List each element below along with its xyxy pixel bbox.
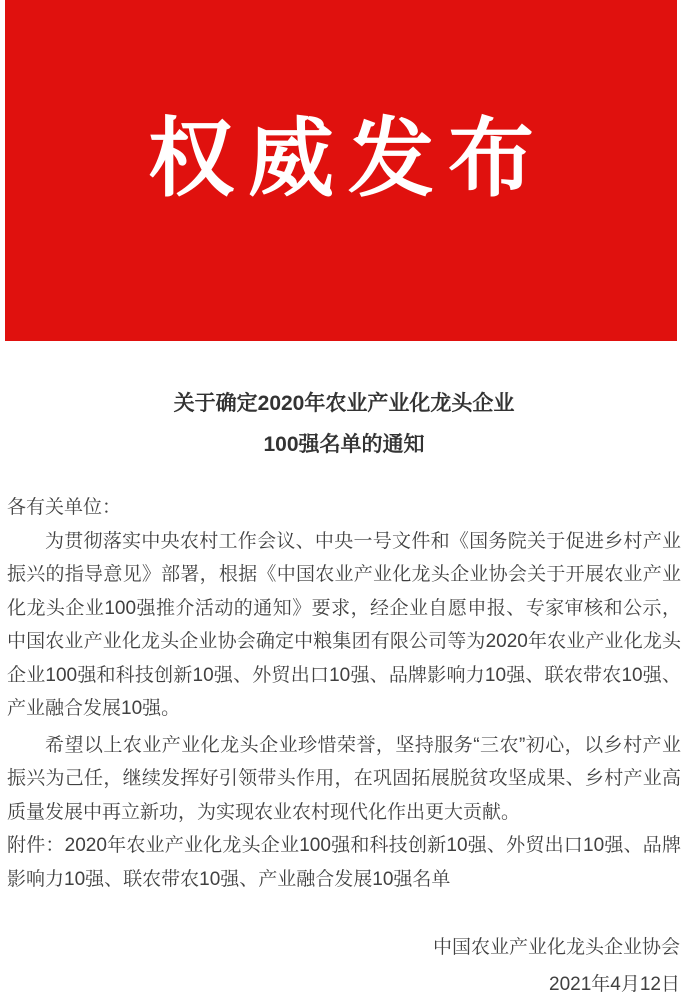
banner-title: 权威发布 <box>134 89 548 213</box>
body-paragraph-2: 希望以上农业产业化龙头企业珍惜荣誉，坚持服务“三农”初心，以乡村产业振兴为己任，继续发挥好引领带头作用，在巩固拓展脱贫攻坚成果、乡村产业高质量发展中再立新功，为实现农业农村现代化作出更大贡献。 <box>7 729 681 830</box>
document-title-line2: 100强名单的通知 <box>0 424 688 465</box>
body-paragraph-1: 为贯彻落实中央农村工作会议、中央一号文件和《国务院关于促进乡村产业振兴的指导意见》部署，根据《中国农业产业化龙头企业协会关于开展农业产业化龙头企业100强推介活动的通知》要求，经企业自愿申报、专家审核和公示，中国农业产业化龙头企业协会确定中粮集团有限公司等为2020年农业产业化龙头企业100强和科技创新10强、外贸出口10强、品牌影响力10强、联农带农10强、产业融合发展10强。 <box>7 525 681 726</box>
signature-date: 2021年4月12日 <box>7 968 681 1001</box>
salutation: 各有关单位： <box>7 491 681 525</box>
banner-image <box>5 0 677 341</box>
document-title-line1: 关于确定2020年农业产业化龙头企业 <box>0 383 688 424</box>
document-body <box>0 491 688 1001</box>
signature-organization: 中国农业产业化龙头企业协会 <box>7 931 681 965</box>
attachment-note: 附件：2020年农业产业化龙头企业100强和科技创新10强、外贸出口10强、品牌影响力10强、联农带农10强、产业融合发展10强名单 <box>7 829 681 896</box>
document-title <box>0 383 688 465</box>
